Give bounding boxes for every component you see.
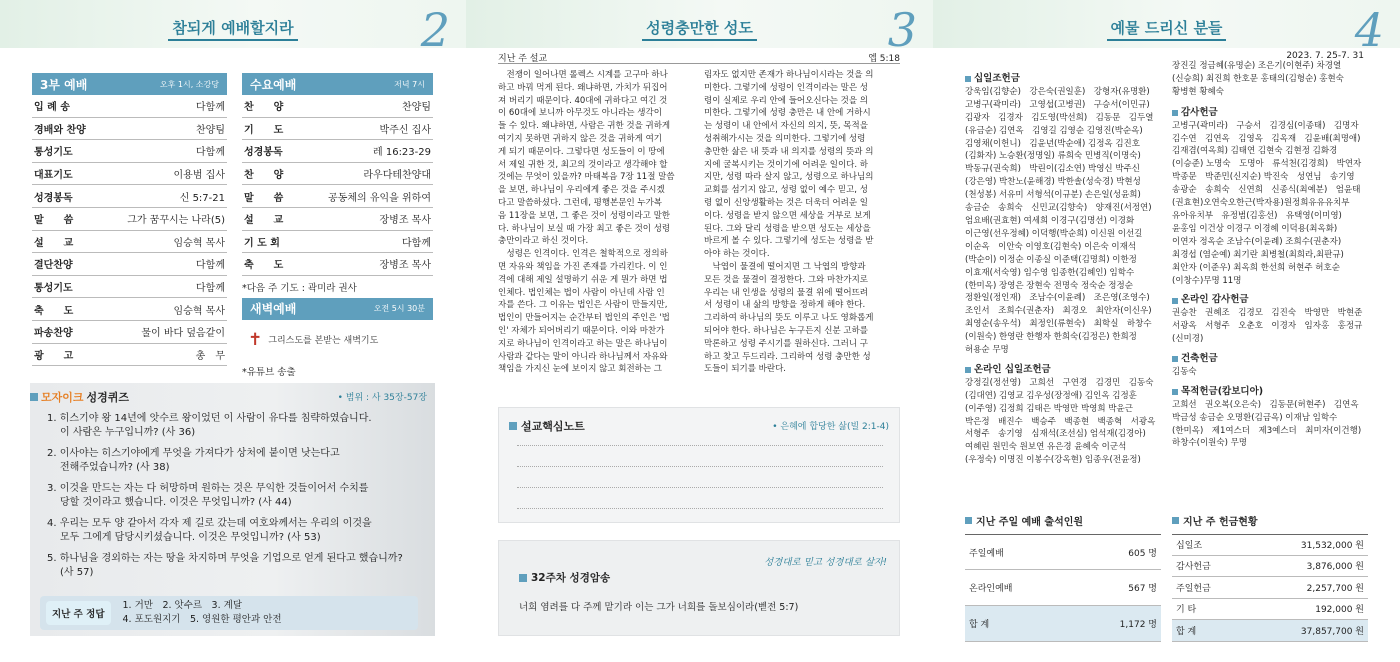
category-title: 목적헌금(캄보디아) — [1181, 385, 1264, 397]
row-label: 합 계 — [1176, 626, 1197, 637]
order-item-label: 말 씀 — [244, 192, 284, 204]
sermon-reference: 엡 5:18 — [868, 54, 900, 64]
prayer-note: *다음 주 기도 : 곽미라 권사 — [242, 282, 357, 294]
table-row — [965, 570, 1161, 606]
slogan: 성경대로 믿고 성경대로 살자! — [764, 557, 887, 568]
order-item-label: 통성기도 — [34, 283, 73, 295]
order-item-value: 이용범 집사 — [173, 170, 225, 182]
text-line: 하고 바꿔 먹게 된다. 왜냐하면, 가치가 뒤집어 — [498, 82, 668, 93]
attendance-table — [965, 513, 1161, 642]
note-line — [517, 445, 883, 446]
offering-category — [1172, 386, 1368, 399]
order-row — [32, 344, 227, 367]
donor-line: 송금순 송희숙 신민교(김향숙) 양재진(서정연) — [965, 203, 1152, 214]
order-item-label: 기 도 회 — [244, 237, 280, 249]
table-row — [1172, 534, 1368, 556]
page-title: 예물 드리신 분들 — [1107, 19, 1227, 41]
offering-category — [1172, 294, 1368, 307]
order-row — [242, 231, 433, 254]
donor-line: 고병구(곽미라) 구승서 김경심(이종태) 김명자 — [1172, 120, 1359, 131]
donor-line: (김대연) 김영교 김우성(장정애) 김인옥 김정훈 — [965, 390, 1137, 401]
dawn-header: 새벽예배 오전 5시 30분 — [242, 298, 433, 320]
order-row — [32, 231, 227, 254]
row-value: 567 명 — [1128, 584, 1157, 594]
quiz-range: • 범위 : 사 35장-57장 — [337, 393, 427, 403]
bullet-icon — [519, 574, 527, 582]
donor-line: 최안자 (이준우) 최옥희 한선희 허현주 허호순 — [1172, 262, 1340, 273]
text-line: 된다. 그와 달리 성령을 받으면 성도는 세상을 — [704, 223, 871, 234]
table-row — [1172, 577, 1368, 599]
order-row — [242, 118, 433, 141]
text-line: 충만이라고 하신 것이다. — [498, 236, 589, 247]
donor-line: 최경섭 (염순예) 최기란 최병철(최희라,최판규) — [1172, 249, 1344, 260]
donor-line: 강정길(정선영) 고희선 구연경 김경민 김동숙 — [965, 377, 1154, 388]
donor-line: (이주영) 김정희 김태은 박영만 박영희 박윤근 — [965, 403, 1133, 414]
page-number: 2 — [420, 3, 450, 57]
text-line: 전쟁이 일어나면 롤렉스 시계를 고구마 하나 — [498, 70, 668, 80]
offering-category — [965, 73, 1165, 86]
order-item-value: 임승혁 목사 — [173, 237, 225, 249]
order-item-value: 다함께 — [196, 147, 225, 159]
text-line: 격에 대해 제일 설명하기 쉬운 게 뭔가 하면 법 — [498, 274, 668, 285]
row-value: 1,172 명 — [1119, 620, 1157, 630]
text-line: 는 성령이 내 안에서 자신의 의지, 뜻, 목적을 — [704, 121, 868, 132]
text-line: 낙엽이 물결에 떨어지면 그 낙엽의 방향과 — [704, 261, 866, 272]
bullet-icon — [1172, 389, 1178, 395]
order-row — [242, 140, 433, 163]
order-item-label: 입 례 송 — [34, 102, 70, 114]
order-item-value: 장병조 목사 — [379, 260, 431, 272]
spacer — [965, 357, 1165, 361]
row-value: 31,532,000 원 — [1300, 541, 1364, 552]
order-item-value: 다함께 — [402, 237, 431, 249]
donor-line: (이원숙) 한영란 한행자 한희숙(김정은) 한희정 — [965, 332, 1137, 343]
quiz-question — [47, 517, 427, 545]
text-line: 성령은 인격이다. 인격은 철학적으로 정의하 — [498, 249, 668, 260]
text-line: 교회를 섬기지 않고, 성령 없이 예수 믿고, 성 — [704, 185, 868, 196]
order-item-label: 설 교 — [244, 215, 284, 227]
text-line: 이 60대에 보니까 아무것도 아니라는 생각이 — [498, 108, 662, 119]
donor-line: (신승희) 최진희 한호문 홍태의(김형순) 홍현숙 — [1172, 73, 1344, 84]
order-row — [32, 163, 227, 186]
donor-line: 유아유치부 유정범(김홍선) 유택영(이미영) — [1172, 210, 1342, 221]
bullet-icon — [965, 76, 971, 82]
order-row — [32, 95, 227, 118]
question-line: 2. 이사야는 히스기야에게 무엇을 가져다가 상처에 붙이면 낫는다고 — [47, 448, 340, 459]
bullet-icon — [1172, 517, 1179, 524]
order-item-label: 파송찬양 — [34, 328, 73, 340]
text-line: 면 자유와 책임을 가진 존재를 가리킨다. 이 인 — [498, 261, 668, 272]
order-item-value: 찬양팀 — [196, 124, 225, 136]
spacer — [1172, 346, 1368, 350]
order-row — [32, 253, 227, 276]
donor-line: 김수연 김연옥 김영옥 김옥재 김윤배(최명애) — [1172, 133, 1361, 144]
order-item-label: 찬 양 — [244, 102, 284, 114]
youtube-note: *유튜브 송출 — [242, 366, 296, 378]
donor-line: 이연자 정옥순 조남수(이윤례) 조희수(권춘자) — [1172, 236, 1342, 247]
quiz-question — [47, 447, 427, 475]
category-title: 온라인 십일조헌금 — [974, 363, 1051, 375]
row-label: 온라인예배 — [969, 584, 1013, 594]
text-line: 지만, 성령 따라 살지 않고, 성령으로 하나님의 — [704, 172, 874, 183]
quiz-question — [47, 412, 427, 440]
text-line: 서 성령이 내 삶의 방향을 정하게 해야 한다. — [704, 300, 866, 311]
text-line: 인' 자체가 되어버리기 때문이다. 이와 마찬가 — [498, 325, 665, 336]
memory-text: 너희 염려를 다 주께 맡기라 이는 그가 너희를 돌보심이라(벧전 5:7) — [519, 602, 799, 613]
text-line: 지로 하나님이 인격이라고 하는 말은 하나님이 — [498, 338, 668, 349]
text-line: 지에 굴복시키는 것이기에 어려운 일이다. 하 — [704, 159, 869, 170]
offering-totals-table — [1172, 513, 1368, 642]
donor-line: 하창수(이원숙) 무명 — [1172, 438, 1248, 449]
donor-line: 서형주 송기영 심재석(조선심) 엄석재(김경아) — [965, 429, 1146, 440]
table-title: 지난 주 헌금현황 — [1183, 517, 1258, 528]
donor-line: 김동숙 — [1172, 366, 1197, 377]
memory-verse — [498, 540, 900, 636]
note-line — [517, 466, 883, 467]
section-header: 3부 예배 오후 1시, 소강당 — [32, 73, 227, 95]
order-list — [242, 95, 433, 276]
question-line: 모두 그에게 담당시키셨습니다. 이것은 무엇입니까? (사 53) — [60, 532, 321, 543]
table-row — [965, 534, 1161, 570]
order-item-value: 다함께 — [196, 283, 225, 295]
order-item-label: 광 고 — [34, 350, 74, 362]
order-item-value: 장병조 목사 — [379, 215, 431, 227]
text-line: 하고 찾고 두드리라. 그리하여 성령 충만한 성 — [704, 351, 871, 362]
donor-line: (한미옥) 제1여스더 제3예스더 최미자(이건행) — [1172, 425, 1362, 436]
question-line: 당할 것이라고 했습니다. 이것은 무엇입니까? (사 44) — [60, 497, 292, 508]
order-item-value: 찬양팀 — [402, 102, 431, 114]
spacer — [1172, 450, 1368, 454]
donor-line: (권효현)오연숙오한근(박자용)원정희유유유치부 — [1172, 198, 1350, 209]
order-row — [32, 140, 227, 163]
text-line: 져 버리기 때문이다. 40대에 귀하다고 여긴 것 — [498, 95, 668, 106]
order-item-label: 설 교 — [34, 237, 74, 249]
category-title: 감사헌금 — [1181, 106, 1218, 118]
text-line: 충만한 삶은 내 뜻과 내 의지를 성령의 뜻과 의 — [704, 146, 874, 157]
answer-label: 지난 주 정답 — [46, 601, 111, 625]
order-row — [242, 185, 433, 208]
date-range: 2023. 7. 25-7. 31 — [1286, 51, 1364, 61]
table-row — [1172, 599, 1368, 621]
donor-line: 최영순(송우석) 최정인(류현숙) 최학실 하창수 — [965, 319, 1152, 330]
notes-subtitle: • 은혜에 합당한 삶(빌 2:1-4) — [772, 422, 889, 432]
text-line: 바르게 볼 수 있다. 그렇기에 성도는 성령을 받 — [704, 236, 874, 247]
donor-line: 박종문 박준민(신지순) 박진숙 성연님 송기영 — [1172, 172, 1355, 183]
category-title: 온라인 감사헌금 — [1181, 294, 1249, 306]
spacer — [965, 467, 1165, 471]
donor-line: 박금성 송금순 오명환(김금옥) 이재남 임학수 — [1172, 412, 1338, 423]
offering-category — [1172, 107, 1368, 120]
order-item-label: 찬 양 — [244, 170, 284, 182]
text-line: 법인이 만들어지는 순간부터 법인의 주인은 '법 — [498, 313, 670, 324]
text-line: 미한다. 그렇기에 성령 충만은 내 안에 거하시 — [704, 108, 871, 119]
row-value: 37,857,700 원 — [1300, 626, 1364, 637]
table-row — [1172, 620, 1368, 642]
row-value: 192,000 원 — [1315, 605, 1364, 616]
text-line: 성취해가시는 것을 의미한다. 그렇기에 성령 — [704, 133, 866, 144]
order-item-value: 다함께 — [196, 260, 225, 272]
donor-line: 이순옥 이안숙 이영호(김현숙) 이은숙 이재석 — [965, 241, 1137, 252]
cross-icon: ✝ — [248, 329, 263, 350]
quiz-question — [47, 552, 427, 580]
order-item-label: 말 씀 — [34, 215, 74, 227]
order-item-value: 총 무 — [195, 350, 225, 362]
page-4-panel — [933, 0, 1400, 662]
quiz-question — [47, 482, 427, 510]
text-line: 다. 하나님이 보실 때 가장 최고 좋은 것이 성령 — [498, 223, 671, 234]
order-item-label: 경배와 찬양 — [34, 124, 86, 136]
memory-title: 32주차 성경암송 — [531, 572, 611, 584]
table-row — [965, 606, 1161, 642]
donor-line: 엄요배(권효현) 여세희 이경구(김명선) 이경화 — [965, 215, 1135, 226]
page-title: 성령충만한 성도 — [642, 19, 757, 41]
text-line: 을 보면, 하나님이 우리에게 좋은 것을 주시겠 — [498, 185, 665, 196]
text-line: 서 제일 귀한 것, 최고의 것이라고 생각해야 할 — [498, 159, 668, 170]
order-item-label: 성경봉독 — [34, 192, 73, 204]
page-3-panel — [466, 0, 933, 662]
text-line: 령 없이 신앙생활하는 것은 더욱더 어려운 일 — [704, 197, 869, 208]
text-line: 미한다. 그렇기에 성령이 인격이라는 말은 성 — [704, 82, 869, 93]
order-row — [242, 95, 433, 118]
donor-line: 조인서 조희수(권춘자) 최경오 최안자(이신우) — [965, 306, 1152, 317]
order-list — [32, 95, 227, 366]
order-item-value: 임승혁 목사 — [173, 305, 225, 317]
note-line — [517, 508, 883, 509]
row-value: 3,876,000 원 — [1306, 562, 1364, 573]
order-row — [32, 208, 227, 231]
question-line: 전해주었습니까? (사 38) — [60, 462, 170, 473]
page-title: 참되게 예배할지라 — [168, 19, 297, 41]
answer-box — [40, 596, 418, 630]
text-line: 우리는 내 인생을 성령의 물결 위에 떨어뜨려 — [704, 287, 869, 298]
donor-line: 송광순 송희숙 신연희 신종식(최예분) 엄윤태 — [1172, 185, 1361, 196]
text-line: 게 되기 때문이다. 그렇다면 성도들이 이 땅에 — [498, 146, 665, 157]
donor-line: 김재겸(여옥희) 김태연 김현숙 김현정 김화경 — [1172, 146, 1338, 157]
table-title: 지난 주일 예배 출석인원 — [976, 517, 1084, 528]
text-line: 자를 쓴다. 그 이유는 법인은 사람이 만들지만, — [498, 300, 668, 311]
section-header: 수요예배 저녁 7시 — [242, 73, 433, 95]
sermon-label: 지난 주 설교 — [498, 54, 548, 64]
page-2-panel — [0, 0, 466, 662]
row-label: 감사헌금 — [1176, 562, 1211, 573]
donor-line: 황병현 황혜숙 — [1172, 86, 1224, 97]
donor-line: (신미경) — [1172, 334, 1204, 345]
row-label: 합 계 — [969, 620, 990, 630]
question-line: (사 57) — [60, 567, 94, 578]
order-item-label: 대표기도 — [34, 170, 73, 182]
row-label: 주일헌금 — [1176, 583, 1211, 594]
question-line: 이 사람은 누구입니까? (사 36) — [60, 427, 196, 438]
bullet-icon — [509, 422, 517, 430]
order-item-value: 레 16:23-29 — [373, 147, 431, 159]
row-label: 주일예배 — [969, 548, 1004, 559]
offering-column-1 — [965, 70, 1165, 471]
spacer — [1172, 287, 1368, 291]
text-line: 이다. 성령을 받지 않으면 세상을 거부로 보게 — [704, 210, 871, 221]
order-item-label: 통성기도 — [34, 147, 73, 159]
question-line: 4. 우리는 모두 양 같아서 각자 제 길로 갔는데 여호와께서는 우리의 이것을 — [47, 518, 372, 529]
text-line: 그리하여 하나님의 뜻도 이루고 나도 영화롭게 — [704, 313, 874, 324]
order-item-value: 물이 바다 덮음같이 — [141, 328, 225, 340]
text-line: 아야 하는 것이다. — [704, 249, 770, 260]
note-line — [517, 487, 883, 488]
donor-line: (강은영) 박찬노(윤해경) 박한솔(성숙경) 박현성 — [965, 177, 1141, 188]
order-item-label: 축 도 — [244, 260, 284, 272]
donor-line: 김영채(이헌니) 김윤년(박순애) 김정옥 김진호 — [965, 138, 1140, 149]
bullet-icon — [965, 517, 972, 524]
order-item-value: 그가 꿈꾸시는 나라(5) — [127, 215, 225, 227]
order-item-value: 신 5:7-21 — [179, 192, 225, 204]
text-line: 모든 것을 물결이 결정한다. 그와 마찬가지로 — [704, 274, 869, 285]
offering-column-2 — [1172, 60, 1368, 454]
quiz-title: 성경퀴즈 — [86, 391, 130, 404]
wednesday-service-section — [242, 73, 433, 378]
donor-line: 이효재(서숙영) 임수영 임종한(김혜인) 임학수 — [965, 267, 1135, 278]
table-row — [1172, 556, 1368, 578]
order-row — [242, 208, 433, 231]
donor-line: (이승준) 노명숙 도명아 류석천(김경희) 박연자 — [1172, 159, 1362, 170]
text-line: 여기지 못하면 귀하지 않은 것을 귀하게 여기 — [498, 133, 663, 144]
divider — [498, 63, 900, 64]
donor-line: 윤홍임 이건상 이경구 이경혜 이덕용(최옥화) — [1172, 223, 1338, 234]
order-item-value: 공동체의 유익을 위하여 — [328, 192, 431, 204]
donor-line: (이창수)무명 11명 — [1172, 275, 1242, 286]
notes-title: 설교핵심노트 — [521, 420, 585, 433]
donor-line: (한미옥) 장영은 장현숙 전명숙 정숙순 정정순 — [965, 280, 1133, 291]
text-line: 사람과 같다는 말이 아니라 하나님께서 자유와 — [498, 351, 668, 362]
order-item-value: 다함께 — [196, 102, 225, 114]
text-line: 책임을 가지신 눈에 보이지 않고 회전하는 그 — [498, 364, 663, 375]
sermon-column-1 — [498, 69, 694, 376]
donor-line: 고병구(곽미라) 고영섭(고병권) 구승서(이민규) — [965, 99, 1150, 110]
text-line: 막론하고 성령 주시기를 원하신다. 그러니 구 — [704, 338, 869, 349]
row-label: 기 타 — [1176, 605, 1197, 616]
order-row — [32, 321, 227, 344]
bullet-icon — [1172, 110, 1178, 116]
order-row — [32, 298, 227, 321]
order-item-label: 결단찬양 — [34, 260, 73, 272]
question-line: 3. 이것을 만드는 자는 다 허망하며 원하는 것은 무익한 것들이어서 수치를 — [47, 483, 369, 494]
donor-line: 이근영(선우정혜) 이덕행(박순희) 이신원 이선길 — [965, 228, 1143, 239]
bullet-icon — [965, 367, 971, 373]
answers-line-2: 4. 포도원지기 5. 영원한 평안과 안전 — [122, 614, 282, 625]
donor-line: 강욱임(김향순) 강은숙(권일훈) 강형자(유명환) — [965, 86, 1150, 97]
order-row — [242, 163, 433, 186]
page-header — [466, 0, 933, 57]
order-item-label: 성경봉독 — [244, 147, 283, 159]
offering-category — [1172, 353, 1368, 366]
donor-line: 박은정 배진수 백승주 백종현 백종혁 서광옥 — [965, 416, 1156, 427]
order-item-label: 축 도 — [34, 305, 74, 317]
order-item-label: 기 도 — [244, 124, 284, 136]
text-line: 되어야 한다. 하나님은 누구든지 신분 고하를 — [704, 325, 869, 336]
text-line: 것에는 무엇이 있을까? 마태복음 7장 11절 말씀 — [498, 172, 675, 183]
quiz-badge: 모자이크 — [41, 391, 84, 404]
text-line: 림자도 없지만 존재가 하나님이시라는 것을 의 — [704, 70, 874, 80]
question-line: 1. 히스기야 왕 14년에 앗수르 왕이었던 이 사람이 유다를 침략하였습니다. — [47, 413, 372, 424]
bullet-icon — [1172, 356, 1178, 362]
text-line: 음 11장을 보면, 그 좋은 것이 성령이라고 말한 — [498, 210, 671, 221]
order-row — [32, 118, 227, 141]
bullet-icon — [1172, 298, 1178, 304]
page-header — [0, 0, 466, 57]
text-line: 다고 말씀하셨다. 그런데, 평행본문인 누가복 — [498, 197, 663, 208]
donor-line: 고희선 권오복(오은숙) 김동문(허현주) 김연옥 — [1172, 399, 1359, 410]
donor-line: 박동규(권숙희) 박린이(김소연) 박영신 박주신 — [965, 164, 1140, 175]
text-line: 령이 실제로 우리 안에 들어오신다는 것을 의 — [704, 95, 869, 106]
donor-line: (유금순) 김연옥 김영길 김영순 김영진(박순옥) — [965, 125, 1143, 136]
order-row — [32, 185, 227, 208]
donor-line: 장진길 정금혜(유명순) 조은기(이현주) 차경열 — [1172, 61, 1342, 71]
donor-line: (박순이) 이정순 이종실 이준택(김명희) 이한정 — [965, 254, 1137, 265]
spacer — [1172, 99, 1368, 104]
order-row — [242, 253, 433, 276]
offering-category — [965, 364, 1165, 377]
third-service-section — [32, 73, 227, 366]
dawn-logo: ✝ 그리스도를 본받는 새벽기도 — [248, 329, 379, 350]
answers-line-1: 1. 거만 2. 앗수르 3. 계달 — [122, 600, 242, 611]
order-item-value: 라우다테찬양대 — [363, 170, 431, 182]
text-line: 도들이 되기를 바란다. — [704, 364, 787, 375]
order-row — [32, 276, 227, 299]
donor-line: (우정숙) 이명진 이봉수(강옥현) 임종우(전윤정) — [965, 455, 1141, 466]
donor-line: 여혜린 원민숙 원보연 유은경 윤혜숙 이군석 — [965, 442, 1127, 453]
donor-line: 정환일(정인재) 조남수(이윤례) 조은영(조영수) — [965, 293, 1150, 304]
page-number: 3 — [887, 3, 917, 57]
category-title: 십일조헌금 — [974, 73, 1020, 84]
donor-line: 허용순 무명 — [965, 345, 1009, 356]
text-line: 들 수 있다. 왜냐하면, 사람은 귀한 것을 귀하게 — [498, 121, 671, 132]
bullet-icon — [30, 393, 38, 401]
row-label: 십일조 — [1176, 541, 1203, 552]
category-title: 건축헌금 — [1181, 353, 1218, 365]
donor-line: (김화자) 노승환(정명일) 류희숙 민병직(이명숙) — [965, 151, 1141, 162]
donor-line: 권승찬 권혜조 김경모 김진숙 박영만 박현준 — [1172, 308, 1363, 319]
question-line: 5. 하나님을 경외하는 자는 땅을 차지하며 무엇을 기업으로 얻게 된다고 했습니까? — [47, 553, 403, 564]
row-value: 605 명 — [1128, 548, 1157, 559]
page-number: 4 — [1354, 3, 1384, 57]
text-line: 인체다. 법인체는 법이 사람이 아닌데 사람 인 — [498, 287, 665, 298]
donor-line: 김광자 김경자 김도영(박선희) 김동문 김두열 — [965, 112, 1154, 123]
sermon-column-2 — [704, 69, 901, 376]
row-value: 2,257,700 원 — [1306, 583, 1364, 594]
spacer — [1172, 379, 1368, 383]
donor-line: (천성봉) 서유미 서형석(이규분) 손은일(성윤희) — [965, 190, 1141, 201]
donor-line: 서광옥 서형주 오춘호 이경자 임자홍 홍정규 — [1172, 321, 1363, 332]
order-item-value: 박주신 집사 — [379, 124, 431, 136]
bible-quiz — [30, 383, 435, 636]
sermon-notes — [498, 407, 900, 523]
